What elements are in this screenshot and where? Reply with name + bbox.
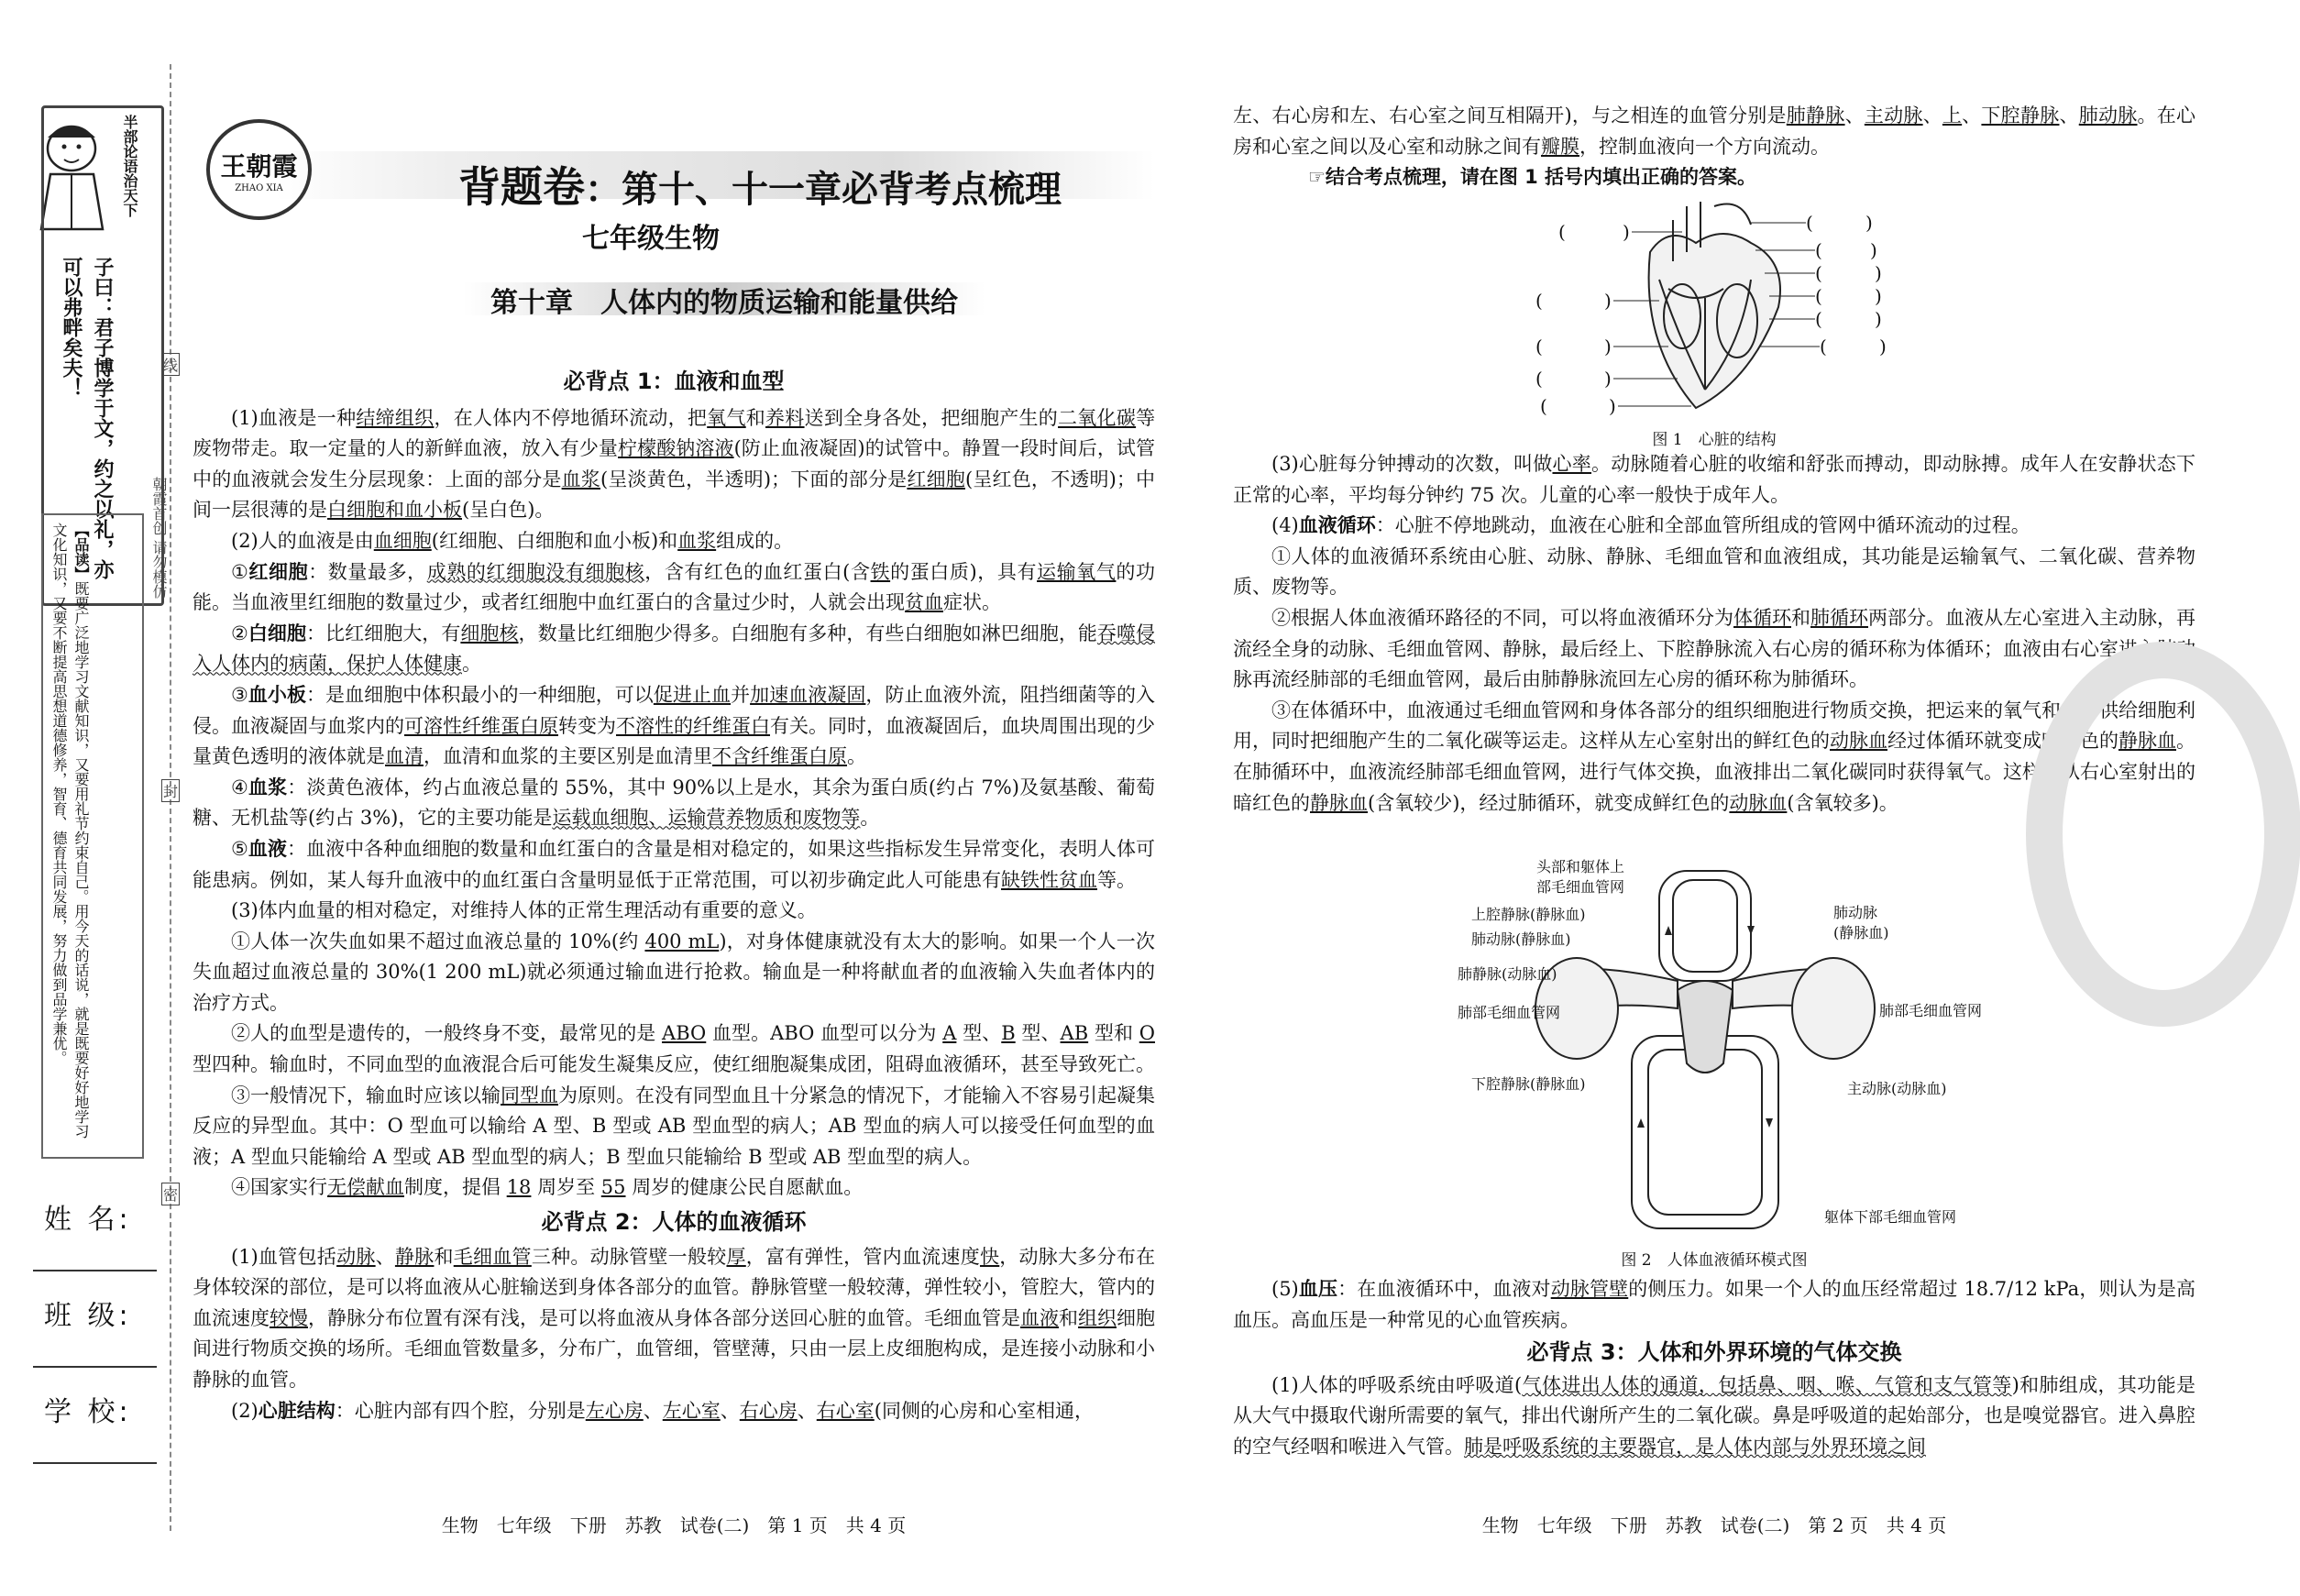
- svg-text:(: (: [1535, 368, 1543, 390]
- paragraph: (4)血液循环：心脏不停地跳动，血液在心脏和全部血管所组成的管网中循环流动的过程。: [1271, 514, 2030, 537]
- svg-text:): ): [1604, 336, 1612, 358]
- paragraph: ①红细胞：数量最多，成熟的红细胞没有细胞核，含有红色的血红蛋白(含铁的蛋白质)，具有运输氧气的功能。当血液里红细胞的数量过少，或者红细胞中血红蛋白的含量过少时，人就会出现贫血症状。: [193, 560, 1156, 614]
- svg-text:(: (: [1535, 336, 1543, 358]
- logo: [206, 119, 312, 220]
- svg-text:): ): [1870, 239, 1877, 261]
- right-column: [1233, 101, 2195, 193]
- pindu-text: [48, 523, 92, 1146]
- section-2-title: 必背点 2：人体的血液循环: [541, 1209, 807, 1236]
- name-label: 姓 名:: [44, 1204, 132, 1236]
- paragraph: 左、右心房和左、右心室之间互相隔开)，与之相连的血管分别是肺静脉、主动脉、上、下腔静脉、肺动脉。在心房和心室之间以及心室和动脉之间有瓣膜，控制血液向一个方向流动。: [1233, 105, 2196, 158]
- svg-text:(: (: [1815, 308, 1822, 330]
- blank-brackets-left: [1535, 221, 1630, 417]
- label-pa1: 肺动脉(静脉血): [1471, 930, 1571, 948]
- svg-text:(: (: [1558, 221, 1566, 243]
- cut-mark-xian: 线: [161, 353, 180, 376]
- paragraph: (3)心脏每分钟搏动的次数，叫做心率。动脉随着心脏的收缩和舒张而搏动，即动脉搏。成年人在安静状态下正常的心率，平均每分钟约 75 次。儿童的心率一般快于成年人。: [1233, 453, 2196, 506]
- school-field[interactable]: [33, 1462, 157, 1464]
- paragraph: (1)人体的呼吸系统由呼吸道(气体进出人体的通道，包括鼻、咽、喉、气管和支气管等)和肺组成，其功能是从大气中摄取代谢所需要的氧气，排出代谢所产生的二氧化碳。鼻是呼吸道的起始部分，也是嗅觉器官。进入鼻腔的空气经咽和喉进入气管。肺是呼吸系统的主要器官，是人体内部与外界环境之间: [1233, 1373, 2195, 1458]
- cut-mark-mi: 密: [161, 1183, 180, 1205]
- confucius-quote: 子曰：君子博学于文，约之以礼，亦可以弗畔矣夫！: [60, 257, 114, 579]
- heart-drawing: [1649, 202, 1780, 408]
- title-rest: ：第十、十一章必背考点梳理: [585, 169, 1062, 211]
- paragraph: ②白细胞：比红细胞大，有细胞核，数量比红细胞少得多。白细胞有多种，有些白细胞如淋巴细胞，能吞噬侵入人体内的病菌，保护人体健康。: [193, 622, 1156, 676]
- subtitle: 七年级生物: [582, 223, 720, 255]
- svg-text:): ): [1609, 395, 1616, 417]
- svg-text:(: (: [1815, 262, 1822, 284]
- paragraph: (2)心脏结构：心脏内部有四个腔，分别是左心房、左心室、右心房、右心室(同侧的心房和心室相通，: [231, 1399, 1094, 1422]
- label-lower: 躯体下部毛细血管网: [1824, 1208, 1957, 1226]
- paragraph: ①人体一次失血如果不超过血液总量的 10%(约 400 mL)，对身体健康就没有太大的影响。如果一个人一次失血超过血液总量的 30%(1 200 mL)就必须通过输血进行抢救。输血是一种将献血者的血液输入失血者体内的治疗方式。: [193, 930, 1155, 1014]
- paragraph: ⑤血液：血液中各种血细胞的数量和血红蛋白的含量是相对稳定的，如果这些指标发生异常变化，表明人体可能患病。例如，某人每升血液中的血红蛋白含量明显低于正常范围，可以初步确定此人可能患有缺铁性贫血等。: [193, 837, 1155, 891]
- svg-text:): ): [1875, 285, 1882, 307]
- label-svc: 上腔静脉(静脉血): [1471, 906, 1586, 923]
- paragraph: (1)血管包括动脉、静脉和毛细血管三种。动脉管壁一般较厚，富有弹性，管内血流速度快，动脉大多分布在身体较深的部位，是可以将血液从心脏输送到身体各部分的血管。静脉管壁一般较薄，弹性较小，管腔大，管内的血流速度较慢，静脉分布位置有深有浅，是可以将血液从身体各部分送回心脏的血管。毛细血管是血液和组织细胞间进行物质交换的场所。毛细血管数量多，分布广，血管细，管壁薄，只由一层上皮细胞构成，是连接小动脉和小静脉的血管。: [193, 1245, 1156, 1391]
- paragraph: ④血浆：淡黄色液体，约占血液总量的 55%，其中 90%以上是水，其余为蛋白质(约占 7%)及氨基酸、葡萄糖、无机盐等(约占 3%)，它的主要功能是运载血细胞、运输营养物质和废物等。: [193, 776, 1156, 830]
- paragraph: ②根据人体血液循环路径的不同，可以将血液循环分为体循环和肺循环两部分。血液从左心室进入主动脉，再流经全身的动脉、毛细血管网、静脉，最后经上、下腔静脉流入右心房的循环称为体循环；血液由右心室进入肺动脉再流经肺部的毛细血管网，最后由肺静脉流回左心房的循环称为肺循环。: [1233, 606, 2195, 691]
- svg-text:): ): [1623, 221, 1630, 243]
- class-label: 班 级:: [44, 1300, 132, 1332]
- heart-diagram: [1522, 197, 1907, 426]
- svg-text:): ): [1875, 262, 1882, 284]
- vessel-loops: [1535, 871, 1875, 1228]
- watermark-stamp: [2026, 642, 2300, 1027]
- svg-text:): ): [1604, 290, 1612, 312]
- sidebar-header-text: 半部论语治天下: [121, 115, 138, 217]
- pindu-label: 【品读】: [72, 523, 90, 581]
- paragraph: ③血小板：是血细胞中体积最小的一种细胞，可以促进止血并加速血液凝固，防止血液外流，阻挡细菌等的入侵。血液凝固与血浆内的可溶性纤维蛋白原转变为不溶性的纤维蛋白有关。同时，血液凝固后，血块周围出现的少量黄色透明的液体就是血清，血清和血浆的主要区别是血清里不含纤维蛋白原。: [193, 683, 1156, 768]
- paragraph: (5)血压：在血液循环中，血液对动脉管壁的侧压力。如果一个人的血压经常超过 18.7/12 kPa，则认为是高血压。高血压是一种常见的心血管疾病。: [1233, 1278, 2196, 1331]
- paragraph: ③在体循环中，血液通过毛细血管网和身体各部分的组织细胞进行物质交换，把运来的氧气和养料供给细胞利用，同时把细胞产生的二氧化碳等运走。这样从左心室射出的鲜红色的动脉血经过体循环就变成暗红色的静脉血。在肺循环中，血液流经肺部毛细血管网，进行气体交换，血液排出二氧化碳同时获得氧气。这样，从右心室射出的暗红色的静脉血(含氧较少)，经过肺循环，就变成鲜红色的动脉血(含氧较多)。: [1233, 699, 2195, 814]
- svg-text:(: (: [1806, 212, 1813, 234]
- footer-right: 生物 七年级 下册 苏教 试卷(二) 第 2 页 共 4 页: [1481, 1514, 1947, 1536]
- label-lung-left: 肺部毛细血管网: [1458, 1004, 1561, 1021]
- footer-left: 生物 七年级 下册 苏教 试卷(二) 第 1 页 共 4 页: [441, 1514, 907, 1536]
- fig1-caption: 图 1 心脏的结构: [1652, 431, 1777, 449]
- pindu-body: 既要广泛地学习文献知识，又要用礼节约束自己。用今天的话说，就是既要好好地学习文化知识，又要不断提高思想道德修养，智育、德育共同发展，努力做到品学兼优。: [50, 523, 90, 1139]
- label-aorta: 主动脉(动脉血): [1847, 1080, 1947, 1097]
- svg-text:(: (: [1540, 395, 1547, 417]
- svg-text:): ): [1865, 212, 1873, 234]
- label-head: 头部和躯体上 部毛细血管网: [1536, 858, 1625, 896]
- class-field[interactable]: [33, 1366, 157, 1368]
- title-main: 背题卷: [458, 162, 585, 212]
- paragraph: (1)血液是一种结缔组织，在人体内不停地循环流动，把氧气和养料送到全身各处，把细胞产生的二氧化碳等废物带走。取一定量的人的新鲜血液，放入有少量柠檬酸钠溶液(防止血液凝固)的试管中。静置一段时间后，试管中的血液就会发生分层现象：上面的部分是血浆(呈淡黄色，半透明)；下面的部分是红细胞(呈红色，不透明)；中间一层很薄的是白细胞和血小板(呈白色)。: [193, 406, 1156, 522]
- school-label: 学 校:: [44, 1396, 132, 1428]
- svg-text:): ): [1875, 308, 1882, 330]
- section-3-title: 必背点 3：人体和外界环境的气体交换: [1526, 1339, 1902, 1366]
- side-note: 朝霞首创 请勿模仿: [150, 477, 168, 600]
- svg-text:(: (: [1820, 336, 1827, 358]
- svg-text:(: (: [1535, 290, 1543, 312]
- blank-brackets-right: [1806, 212, 1887, 358]
- paragraph: ③一般情况下，输血时应该以输同型血为原则。在没有同型血且十分紧急的情况下，才能输入不容易引起凝集反应的异型血。其中：O 型血可以输给 A 型、B 型或 AB 型血型的病人；AB 型血的病人可以接受任何血型的血液；A 型血只能输给 A 型或 AB 型血型的病人；B 型血只能输给 B 型或 AB 型血型的病人。: [193, 1084, 1155, 1168]
- label-pa2: 肺动脉 (静脉血): [1833, 904, 1889, 941]
- svg-text:): ): [1604, 368, 1612, 390]
- label-lung-right: 肺部毛细血管网: [1879, 1002, 1983, 1019]
- left-column: [193, 367, 1155, 1426]
- paragraph: ①人体的血液循环系统由心脏、动脉、静脉、毛细血管和血液组成，其功能是运输氧气、二氧化碳、营养物质、废物等。: [1233, 545, 2195, 599]
- fig2-caption: 图 2 人体血液循环模式图: [1621, 1251, 1808, 1270]
- section-1-title: 必背点 1：血液和血型: [563, 369, 785, 394]
- label-ivc: 下腔静脉(静脉血): [1471, 1075, 1586, 1093]
- paragraph: (3)体内血量的相对稳定，对维持人体的正常生理活动有重要的意义。: [231, 899, 817, 922]
- svg-text:): ): [1879, 336, 1887, 358]
- cut-mark-feng: 封: [161, 779, 180, 802]
- right-column-part3: [1233, 1274, 2195, 1463]
- hand-pointer-icon: ☞: [1308, 166, 1326, 189]
- label-pv: 肺静脉(动脉血): [1458, 965, 1557, 983]
- name-field[interactable]: [33, 1270, 157, 1271]
- svg-text:(: (: [1815, 285, 1822, 307]
- fig1-hint: ☞结合考点梳理，请在图 1 括号内填出正确的答案。: [1308, 166, 1757, 189]
- page-title: [458, 154, 1062, 215]
- logo-sub: ZHAO XIA: [235, 182, 283, 193]
- paragraph: ④国家实行无偿献血制度，提倡 18 周岁至 55 周岁的健康公民自愿献血。: [231, 1176, 864, 1199]
- paragraph: ②人的血型是遗传的，一般终身不变，最常见的是 ABO 血型。ABO 血型可以分为 A 型、B 型、AB 型和 O 型四种。输血时，不同血型的血液混合后可能发生凝集反应，使红细胞凝集成团，阻碍血液循环，甚至导致死亡。: [193, 1022, 1155, 1076]
- paragraph: (2)人的血液是由血细胞(红细胞、白细胞和血小板)和血浆组成的。: [231, 529, 794, 552]
- chapter-title: 第十章 人体内的物质运输和能量供给: [490, 287, 958, 319]
- logo-text: 王朝霞: [220, 150, 298, 182]
- svg-text:(: (: [1815, 239, 1822, 261]
